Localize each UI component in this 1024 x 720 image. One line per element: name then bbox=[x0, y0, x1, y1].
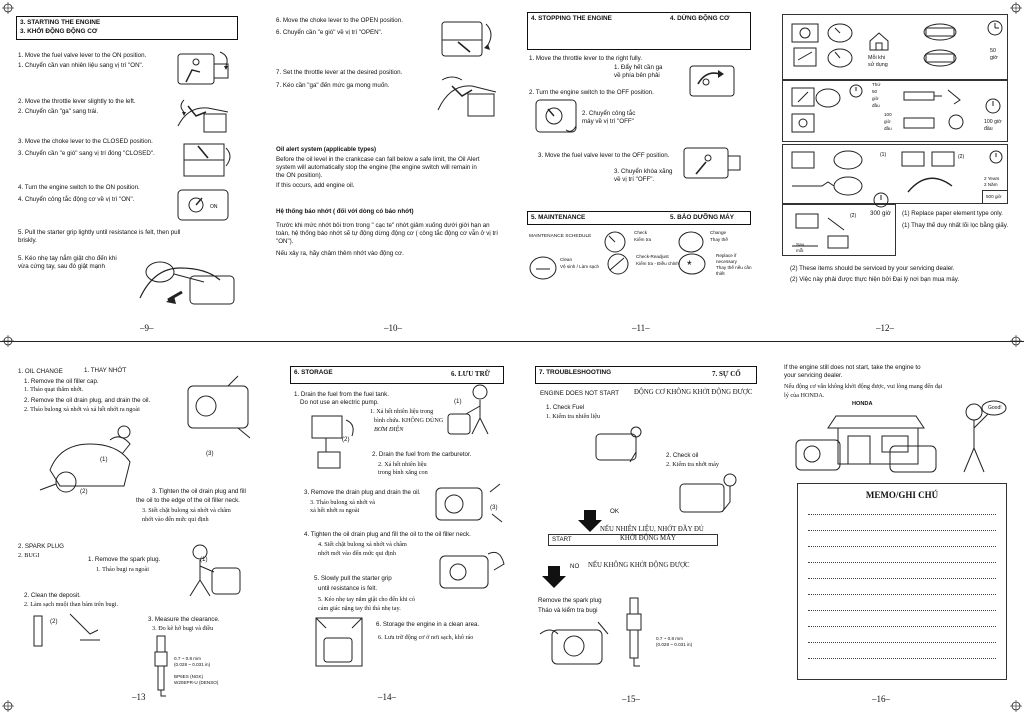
p15-gap-2: (0.028 ~ 0.031 in) bbox=[656, 642, 693, 647]
p9-step3-en: 3. Move the choke lever to the CLOSED position. bbox=[18, 138, 153, 145]
spark-plug-icons bbox=[898, 84, 978, 138]
p13-gap-1: 0.7 ~ 0.8 mm bbox=[174, 656, 201, 661]
spark-plug-icon bbox=[624, 596, 644, 672]
p15-remove-en: Remove the spark plug bbox=[538, 597, 602, 604]
p13-sp3-vi: 3. Đo kẽ hở bugi và điều bbox=[152, 625, 214, 632]
memo-line bbox=[808, 594, 996, 595]
p10-oil-heading: Oil alert system (applicable types) bbox=[276, 146, 377, 153]
heading-en: 3. STARTING THE ENGINE bbox=[20, 19, 101, 26]
fuel-line-icons bbox=[898, 148, 978, 200]
spark-plug-gap-illustration bbox=[152, 634, 170, 700]
page-number: –9– bbox=[140, 323, 154, 333]
first-2: 50 bbox=[872, 89, 878, 94]
p11-step2-en: 2. Turn the engine switch to the OFF position. bbox=[529, 89, 654, 96]
p16-intro-vi-1: Nếu động cơ vẫn không khởi động được, vui lòng mang đến đại bbox=[784, 383, 943, 390]
p13-s2-en: 2. Remove the oil drain plug, and drain the oil. bbox=[24, 397, 151, 404]
p9-step3-vi: 3. Chuyển cần "e gió" sang vị trí đóng "CLOSED". bbox=[18, 150, 155, 157]
h100-b: giờ bbox=[884, 119, 891, 124]
page-number: –13 bbox=[132, 692, 146, 702]
legend-change-vi: Thay thế bbox=[710, 237, 728, 242]
p14-s1-vi-2: bình chứa. KHÔNG DÙNG bbox=[374, 417, 444, 424]
oil-drain-illustration bbox=[30, 420, 150, 500]
registration-mark-icon bbox=[1010, 700, 1022, 712]
p10-oil-vi-4: Nếu xảy ra, hãy châm thêm nhớt vào động cơ. bbox=[276, 250, 404, 257]
p14-callout-2: (2) bbox=[342, 436, 350, 443]
page-row-divider bbox=[0, 341, 1024, 342]
years-2: 2 Năm bbox=[984, 182, 998, 187]
heading-vi: 6. LƯU TRỮ bbox=[451, 370, 491, 378]
each-2: mỗi bbox=[796, 248, 804, 253]
p13-s3-en-2: the oil to the edge of the oil filler neck. bbox=[136, 497, 240, 504]
p15-no-vi: NẾU KHÔNG KHỞI ĐỘNG ĐƯỢC bbox=[588, 562, 690, 569]
heading-vi: 5. BẢO DƯỠNG MÁY bbox=[670, 214, 735, 221]
p13-oil-change-vi: 1. THAY NHỚT bbox=[84, 367, 127, 374]
years-1: 2 Years bbox=[984, 176, 1000, 181]
p14-s4-vi-2: nhớt mới vào đến mức qui định bbox=[318, 550, 396, 557]
p16-intro-en-1: If the engine still does not start, take the engine to bbox=[784, 364, 921, 371]
p10-oil-en-2: system will automatically stop the engine (the engine switch will remain in bbox=[276, 164, 477, 171]
legend-readjust: Check-Readjust bbox=[636, 254, 669, 259]
each-use-1: Mỗi khi bbox=[868, 55, 886, 61]
p11-step1-vi-1: 1. Đẩy hết cần ga bbox=[614, 64, 663, 71]
legend-check: Check bbox=[634, 230, 648, 235]
dealer-shop-illustration bbox=[790, 396, 1010, 476]
p13-sp2-vi: 2. Làm sạch muội than bám trên bugi. bbox=[24, 601, 118, 608]
throttle-right-illustration bbox=[676, 56, 746, 104]
p15-start: START bbox=[552, 536, 572, 543]
spark-plug-removal-illustration bbox=[180, 540, 244, 602]
p13-callout-2: (2) bbox=[80, 488, 88, 495]
heading-en: 5. MAINTENANCE bbox=[531, 214, 586, 221]
p14-s2-vi-1: 2. Xả hết nhiên liệu bbox=[378, 461, 427, 468]
p14-s2-en: 2. Drain the fuel from the carburetor. bbox=[372, 451, 472, 458]
page-number: –12– bbox=[876, 323, 894, 333]
p13-gap-2: (0.028 ~ 0.031 in) bbox=[174, 662, 211, 667]
p14-s6-vi: 6. Lưu trữ động cơ ở nơi sạch, khô ráo bbox=[378, 634, 474, 641]
page-number: –15– bbox=[622, 694, 640, 704]
p15-c2-vi: 2. Kiểm tra nhớt máy bbox=[666, 461, 719, 468]
svg-text:(1): (1) bbox=[880, 152, 887, 158]
memo-line bbox=[808, 546, 996, 547]
ok-arrow-icon bbox=[578, 510, 602, 532]
p10-oil-vi-2: toàn, hệ thống báo nhớt sẽ tự động dừng động cơ ( công tắc động cơ vẫn ở vị trí bbox=[276, 230, 498, 237]
heading-vi: 3. KHỞI ĐỘNG ĐỘNG CƠ bbox=[20, 28, 98, 36]
p14-s6-en: 6. Storage the engine in a clean area. bbox=[376, 621, 480, 628]
p13-spark-en: 2. SPARK PLUG bbox=[18, 543, 64, 550]
p14-s5-vi-1: 5. Kéo nhẹ tay nắm giật cho đến khi có bbox=[318, 596, 415, 603]
p10-oil-en-4: If this occurs, add engine oil. bbox=[276, 182, 355, 189]
memo-title bbox=[798, 490, 1006, 500]
p13-sp3-en: 3. Measure the clearance. bbox=[148, 616, 220, 623]
registration-mark-icon bbox=[2, 2, 14, 14]
check-oil-illustration bbox=[676, 470, 742, 520]
p14-s3-en: 3. Remove the drain plug and drain the oil. bbox=[304, 489, 421, 496]
p13-plug-2: W20EPR-U (DENSO) bbox=[174, 680, 219, 685]
p10-step6-en: 6. Move the choke lever to the OPEN position. bbox=[276, 17, 403, 24]
p10-step7-vi: 7. Kéo cần "ga" đến mức ga mong muốn. bbox=[276, 82, 390, 89]
good-speech: Good! bbox=[988, 405, 1002, 411]
p9-step4-vi: 4. Chuyển công tắc động cơ về vị trí "ON". bbox=[18, 196, 135, 203]
p15-c1-en: 1. Check Fuel bbox=[546, 404, 585, 411]
page-number: –16– bbox=[872, 694, 890, 704]
p13-sp-callout-2: (2) bbox=[50, 618, 58, 625]
p14-s1-en-1: 1. Drain the fuel from the fuel tank. bbox=[294, 391, 389, 398]
section-heading-starting bbox=[16, 16, 238, 40]
p12-note2-en: (2) These items should be serviced by your servicing dealer. bbox=[790, 265, 955, 272]
fill-oil-illustration bbox=[436, 544, 508, 594]
memo-line bbox=[808, 658, 996, 659]
legend-clean-vi: Vệ sinh / Làm sạch bbox=[560, 264, 600, 269]
page-number: –10– bbox=[384, 323, 402, 333]
p13-sp1-vi: 1. Tháo bugi ra ngoài bbox=[96, 566, 149, 573]
h100r-b: đầu bbox=[984, 126, 993, 132]
p9-step1-vi: 1. Chuyển cần van nhiên liệu sang vị trí "ON". bbox=[18, 62, 144, 69]
clock-icon bbox=[986, 18, 1004, 36]
oil-change-icons bbox=[788, 84, 844, 138]
svg-text:ON: ON bbox=[210, 204, 218, 210]
h100-c: đầu bbox=[884, 126, 892, 131]
p10-oil-en-1: Before the oil level in the crankcase can fall below a safe limit, the Oil Alert bbox=[276, 156, 480, 163]
check-gauge-icon bbox=[603, 230, 633, 254]
p14-s5-en-1: 5. Slowly pull the starter grip bbox=[314, 575, 392, 582]
memo-line bbox=[808, 530, 996, 531]
p14-callout-1: (1) bbox=[454, 398, 462, 405]
oil-filler-illustration bbox=[178, 372, 262, 448]
fuel-off-illustration bbox=[678, 140, 746, 188]
h100r-a: 100 giờ bbox=[984, 119, 1002, 125]
legend-readjust-vi: Kiểm tra - Điều chỉnh bbox=[636, 261, 679, 266]
heading-en: 7. TROUBLESHOOTING bbox=[539, 369, 612, 376]
p9-step2-en: 2. Move the throttle lever slightly to the left. bbox=[18, 98, 136, 105]
p9-step5-vi-2: vừa cứng tay, sau đó giật mạnh bbox=[18, 263, 105, 270]
p10-oil-vi-1: Trước khi mức nhớt bôi trơn trong " cạc te" nhớt giảm xuống dưới giới hạn an bbox=[276, 222, 490, 229]
p14-s5-en-2: until resistance is felt. bbox=[318, 585, 378, 592]
check-readjust-icon bbox=[604, 252, 632, 276]
legend-check-vi: Kiểm tra bbox=[634, 237, 652, 242]
p11-step3-en: 3. Move the fuel valve lever to the OFF position. bbox=[538, 152, 670, 159]
legend-clean: Clean bbox=[560, 257, 573, 262]
engine-switch-illustration bbox=[174, 186, 238, 226]
legend-replace-2: necessary bbox=[716, 259, 737, 264]
p10-oil-vi-3: "ON"). bbox=[276, 238, 294, 245]
p15-gap-1: 0.7 ~ 0.8 mm bbox=[656, 636, 683, 641]
storage-mechanic-illustration bbox=[444, 382, 500, 440]
section-heading-stopping bbox=[527, 12, 751, 50]
p15-c1-vi: 1. Kiểm tra nhiên liệu bbox=[546, 413, 601, 420]
p11-step1-vi-2: về phía bên phải bbox=[614, 72, 660, 79]
spark-plug-clean-illustration bbox=[30, 610, 110, 650]
memo-label-vi: /GHI CHÚ bbox=[895, 490, 939, 500]
throttle-set-illustration bbox=[434, 72, 502, 122]
p15-no: NO bbox=[570, 563, 580, 570]
legend-replace-4: thiết bbox=[716, 271, 725, 276]
p12-note1-vi: (1) Thay thế duy nhất lõi lọc bằng giấy. bbox=[902, 222, 1009, 229]
legend-replace-1: Replace if bbox=[716, 253, 737, 258]
page-number: –14– bbox=[378, 692, 396, 702]
p15-ok: OK bbox=[610, 508, 619, 515]
p14-callout-3: (3) bbox=[490, 504, 498, 511]
p13-s1-en: 1. Remove the oil filler cap. bbox=[24, 378, 99, 385]
p11-step1-en: 1. Move the throttle lever to the right fully. bbox=[529, 55, 643, 62]
pull-starter-illustration bbox=[130, 248, 242, 308]
p14-s3-vi-1: 3. Tháo bulong xả nhớt và bbox=[310, 499, 376, 506]
legend-replace-3: Thay thế nếu cần bbox=[716, 265, 752, 270]
p15-not-start-en: ENGINE DOES NOT START bbox=[540, 390, 620, 397]
p9-step5-en-1: 5. Pull the starter grip lightly until resistance is felt, then pull bbox=[18, 229, 181, 236]
p15-not-start-vi: ĐỘNG CƠ KHÔNG KHỞI ĐỘNG ĐƯỢC bbox=[634, 389, 753, 396]
air-filter-icons bbox=[900, 20, 980, 72]
first-3: giờ bbox=[872, 96, 879, 101]
memo-line bbox=[808, 626, 996, 627]
replace-asterisk-icon bbox=[677, 252, 707, 276]
p12-note1-en: (1) Replace paper element type only. bbox=[902, 210, 1004, 217]
p11-step2-vi-1: 2. Chuyển công tắc bbox=[582, 110, 636, 117]
memo-line bbox=[808, 562, 996, 563]
clock-icon bbox=[872, 190, 890, 208]
p15-c2-en: 2. Check oil bbox=[666, 452, 699, 459]
p13-s3-vi-2: nhớt vào đến mức qui định bbox=[142, 516, 209, 523]
clock-icon bbox=[848, 82, 864, 98]
storage-area-illustration bbox=[312, 614, 366, 670]
memo-label: MEMO bbox=[865, 490, 896, 500]
svg-text:(2): (2) bbox=[958, 154, 965, 160]
clock-icon bbox=[984, 96, 1002, 114]
switch-off-illustration bbox=[532, 96, 582, 140]
section-heading-maintenance bbox=[527, 211, 751, 225]
throttle-lever-illustration bbox=[174, 96, 238, 140]
p15-ok-vi: NẾU NHIÊN LIỆU, NHỚT ĐẦY ĐỦ bbox=[600, 526, 704, 533]
clean-icon bbox=[528, 255, 558, 281]
p14-s5-vi-2: cảm giác nặng tay thì thả nhẹ tay. bbox=[318, 605, 401, 612]
p11-step2-vi-2: máy về vị trí "OFF" bbox=[582, 118, 634, 125]
p14-s4-vi-1: 4. Siết chặt bulong xả nhớt và châm bbox=[318, 541, 407, 548]
fuel-tank-drain-illustration bbox=[306, 408, 366, 472]
spark-plug-inspect-illustration bbox=[538, 614, 618, 674]
memo-line bbox=[808, 642, 996, 643]
p9-step2-vi: 2. Chuyển cần "ga" sang trái. bbox=[18, 108, 99, 115]
change-icon bbox=[677, 230, 707, 254]
registration-mark-icon bbox=[2, 700, 14, 712]
first-4: đầu bbox=[872, 103, 880, 108]
check-fuel-illustration bbox=[590, 424, 650, 472]
no-arrow-icon bbox=[542, 566, 566, 588]
h500: 500 giờ bbox=[986, 194, 1002, 199]
h100-a: 100 bbox=[884, 112, 892, 117]
choke-open-illustration bbox=[432, 14, 502, 64]
drain-oil-illustration bbox=[430, 478, 508, 528]
clock-icon bbox=[988, 148, 1004, 164]
p14-s3-vi-2: xả hết nhớt ra ngoài bbox=[310, 507, 360, 514]
heading-en: 6. STORAGE bbox=[294, 369, 333, 376]
engine-check-icons bbox=[790, 20, 870, 72]
p10-oil-vi-heading: Hệ thống báo nhớt ( đối với dòng có báo nhớt) bbox=[276, 208, 414, 215]
p13-spark-vi: 2. BUGI bbox=[18, 552, 40, 559]
shop-sign: HONDA bbox=[852, 401, 873, 407]
memo-box bbox=[797, 483, 1007, 680]
p13-s1-vi: 1. Tháo quạt thăm nhớt. bbox=[24, 386, 84, 393]
h50-a: 50 bbox=[990, 48, 996, 54]
p10-step6-vi: 6. Chuyển cần "e gió" về vị trí "OPEN". bbox=[276, 29, 383, 36]
p13-oil-change-en: 1. OIL CHANGE bbox=[18, 368, 63, 375]
page-number: –11– bbox=[632, 323, 650, 333]
memo-line bbox=[808, 514, 996, 515]
fuel-valve-illustration bbox=[172, 46, 238, 96]
p13-callout-1: (1) bbox=[100, 456, 108, 463]
choke-lever-illustration bbox=[178, 138, 238, 182]
p16-intro-vi-2: lý của HONDA. bbox=[784, 392, 825, 399]
p11-step3-vi-1: 3. Chuyển khóa xăng bbox=[614, 168, 673, 175]
p9-step5-vi-1: 5. Kéo nhẹ tay nắm giật cho đến khi bbox=[18, 255, 117, 262]
p13-s3-en-1: 3. Tighten the oil drain plug and fill bbox=[152, 488, 246, 495]
house-icon bbox=[868, 30, 890, 52]
first-1: Thứ bbox=[872, 82, 881, 87]
p9-step4-en: 4. Turn the engine switch to the ON position. bbox=[18, 184, 140, 191]
p16-intro-en-2: your servicing dealer. bbox=[784, 372, 843, 379]
p13-plug-1: BP6ES (NGK) bbox=[174, 674, 204, 679]
p13-callout-3: (3) bbox=[206, 450, 214, 457]
p13-s2-vi: 2. Tháo bulong xả nhớt và xả hết nhớt ra ngoài bbox=[24, 406, 140, 413]
memo-line bbox=[808, 610, 996, 611]
section-heading-troubleshooting bbox=[535, 366, 757, 384]
p9-step1-en: 1. Move the fuel valve lever to the ON position. bbox=[18, 52, 147, 59]
h300: 300 giờ bbox=[870, 210, 891, 217]
each-use-2: sử dụng bbox=[868, 62, 888, 68]
maintenance-schedule-label: MAINTENANCE SCHEDULE bbox=[529, 234, 592, 239]
p14-s1-en-2: Do not use an electric pump. bbox=[300, 399, 379, 406]
p11-step3-vi-2: về vị trí "OFF". bbox=[614, 176, 655, 183]
p14-s4-en: 4. Tighten the oil drain plug and fill the oil to the oil filler neck. bbox=[304, 531, 471, 538]
each-1: Sau bbox=[796, 242, 805, 247]
p13-s3-vi-1: 3. Siết chặt bulong xả nhớt và châm bbox=[142, 507, 231, 514]
heading-vi: 4. DỪNG ĐỘNG CƠ bbox=[670, 15, 730, 22]
p14-s1-vi-3: BƠM ĐIỆN bbox=[374, 426, 404, 433]
svg-text:(2): (2) bbox=[850, 213, 857, 219]
p13-sp1-en: 1. Remove the spark plug. bbox=[88, 556, 161, 563]
heading-vi: 7. SỰ CỐ bbox=[712, 370, 741, 378]
h50-b: giờ bbox=[990, 55, 998, 61]
p10-oil-en-3: the ON position). bbox=[276, 172, 323, 179]
p14-s2-vi-2: trong bình xăng con bbox=[378, 469, 428, 476]
p12-note2-vi: (2) Việc này phải được thực hiện bởi Đại lý nơi bạn mua máy. bbox=[790, 276, 960, 283]
p14-s1-vi-1: 1. Xả hết nhiên liệu trong bbox=[370, 408, 434, 415]
p9-step5-en-2: briskly. bbox=[18, 237, 37, 244]
svg-text:*: * bbox=[687, 258, 692, 272]
p13-sp-callout: (1) bbox=[200, 556, 208, 563]
p13-sp2-en: 2. Clean the deposit. bbox=[24, 592, 81, 599]
registration-mark-icon bbox=[1010, 2, 1022, 14]
memo-line bbox=[808, 578, 996, 579]
p10-step7-en: 7. Set the throttle lever at the desired position. bbox=[276, 69, 403, 76]
p15-remove-vi: Tháo và kiểm tra bugi bbox=[538, 607, 598, 614]
p15-start-vi: KHỞI ĐỘNG MÁY bbox=[620, 535, 676, 542]
legend-change: Change bbox=[710, 230, 727, 235]
heading-en: 4. STOPPING THE ENGINE bbox=[531, 15, 612, 22]
